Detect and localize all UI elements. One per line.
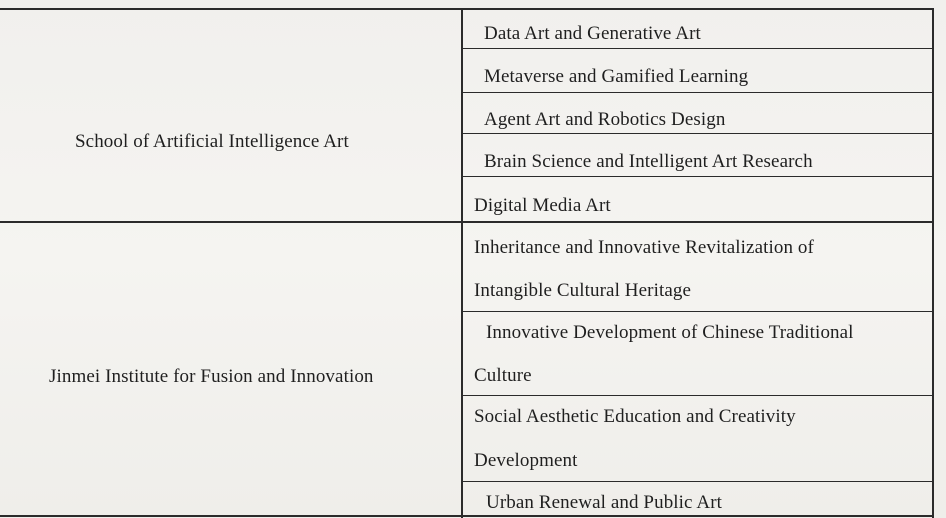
row-divider [461,311,934,312]
group-divider [0,221,934,223]
program-name-line: Development [474,450,578,471]
table-right-border [932,8,934,518]
table-top-border [0,8,934,10]
program-name: Agent Art and Robotics Design [484,109,726,130]
table-bottom-border [0,515,934,517]
school-name: Jinmei Institute for Fusion and Innovation [49,366,374,387]
program-name: Brain Science and Intelligent Art Research [484,151,813,172]
program-name: Urban Renewal and Public Art [486,492,723,513]
program-name-line: Social Aesthetic Education and Creativity [474,406,796,427]
program-name: Digital Media Art [474,195,611,216]
program-name: Metaverse and Gamified Learning [484,66,749,87]
program-name-line: Intangible Cultural Heritage [474,280,692,301]
program-name-line: Innovative Development of Chinese Traditional [486,322,854,343]
program-name: Data Art and Generative Art [484,23,701,44]
row-divider [461,92,934,93]
row-divider [461,481,934,482]
school-name: School of Artificial Intelligence Art [75,131,349,152]
row-divider [461,176,934,177]
row-divider [461,48,934,49]
row-divider [461,133,934,134]
row-divider [461,395,934,396]
program-name-line: Inheritance and Innovative Revitalization of [474,237,814,258]
column-divider [461,8,463,518]
program-name-line: Culture [474,365,532,386]
